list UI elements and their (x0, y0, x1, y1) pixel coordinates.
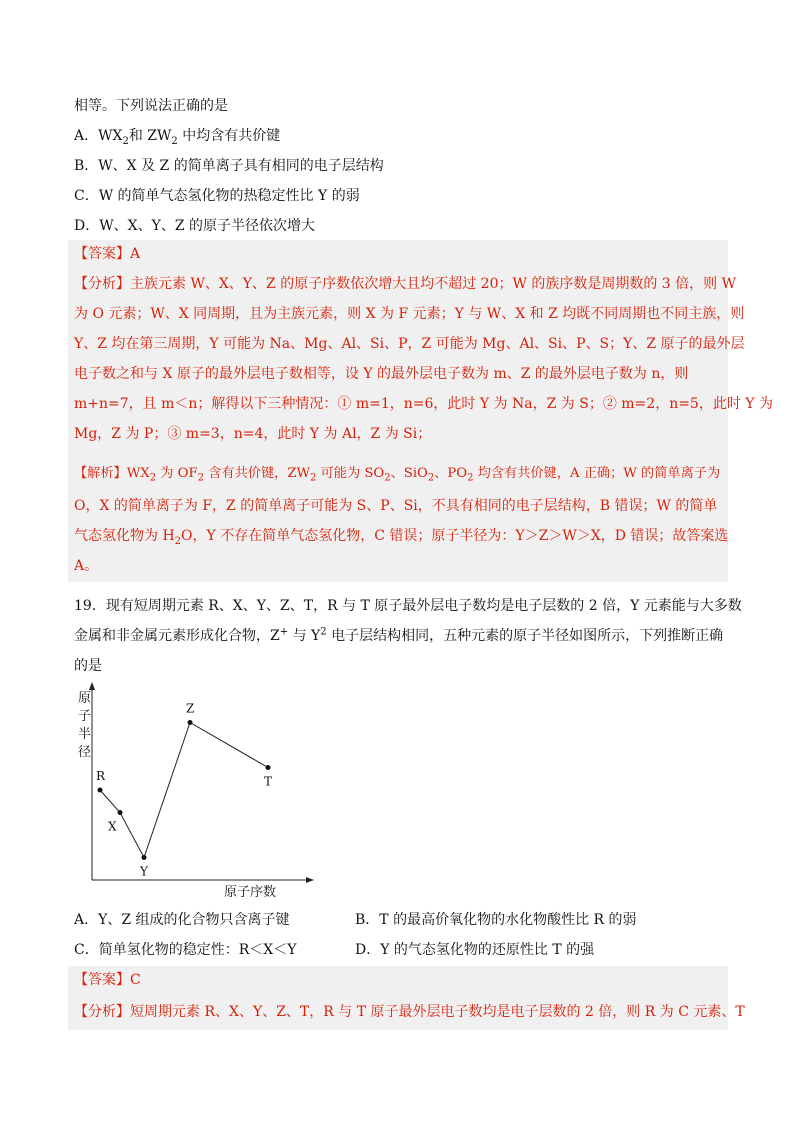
q18-analysis-line-3: Y、Z 均在第三周期，Y 可能为 Na、Mg、Al、Si、P，Z 可能为 Mg、Al、Si、P、S；Y、Z 原子的最外层 (74, 336, 745, 352)
point-label-Z: Z (186, 701, 195, 716)
series-points (96, 702, 272, 879)
x-axis-arrow (306, 877, 314, 883)
y-axis-label-2: 子 (78, 709, 92, 724)
q18-analysis-line-2: 为 O 元素；W、X 同周期，且为主族元素，则 X 为 F 元素；Y 与 W、X 和 Z 均既不同周期也不同主族，则 (74, 306, 745, 322)
point-label-R: R (96, 769, 106, 783)
point-label-T: T (264, 774, 273, 789)
q19-option-d: D．Y 的气态氢化物的还原性比 T 的强 (355, 942, 595, 958)
q19-stem-line-1: 19．现有短周期元素 R、X、Y、Z、T，R 与 T 原子最外层电子数均是电子层数的 2 倍，Y 元素能与大多数 (74, 598, 742, 614)
q18-analysis-line-6: Mg，Z 为 P；③ m=3，n=4，此时 Y 为 Al，Z 为 Si； (74, 426, 432, 442)
point-X (118, 810, 123, 815)
point-Y (142, 855, 147, 860)
q19-analysis-line-1: 【分析】短周期元素 R、X、Y、Z、T，R 与 T 原子最外层电子数均是电子层数的 2 倍，则 R 为 C 元素、T (74, 1004, 745, 1020)
q18-option-a: A．$WX_2$和 $ZW_2$ 中均含有共价键 (74, 128, 281, 147)
point-R (98, 788, 103, 793)
y-axis-label-1: 原 (78, 691, 92, 706)
q18-analysis-line-4: 电子数之和与 X 原子的最外层电子数相等，设 Y 的最外层电子数为 m、Z 的最外层电子数为 n，则 (74, 366, 689, 382)
y-axis-label-4: 径 (78, 745, 92, 760)
q19-stem-line-2: 金属和非金属元素形成化合物，Z+ 与 $Y^2$ 电子层结构相同，五种元素的原子半径如图所示，下列推断正确 (74, 626, 724, 644)
q18-option-b: B．W、X 及 Z 的简单离子具有相同的电子层结构 (74, 158, 384, 174)
point-label-X: X (108, 819, 117, 834)
q18-explain-line-1: 【解析】$WX_2$ 为 $OF_2$ 含有共价键，$ZW_2$ 可能为 $SO_2$、SiO$_2$、$PO_2$ 均含有共价键，A 正确；W 的简单离子为 (74, 466, 721, 484)
point-T (266, 765, 271, 770)
point-Z (188, 720, 193, 725)
atomic-radius-chart (70, 680, 330, 900)
q18-option-d: D．W、X、Y、Z 的原子半径依次增大 (74, 218, 316, 234)
series-line (100, 723, 268, 858)
q18-option-c: C．W 的简单气态氢化物的热稳定性比 Y 的弱 (74, 188, 360, 204)
x-axis-label: 原子序数 (224, 885, 277, 900)
point-label-Y: Y (140, 864, 148, 879)
q19-option-a: A．Y、Z 组成的化合物只含离子键 (74, 912, 290, 928)
y-axis-label-3: 半 (78, 727, 92, 742)
q18-explain-line-3: 气态氢化物为 $H_2O$，Y 不存在简单气态氢化物，C 错误；原子半径为：Y＞Z＞W＞X，D 错误；故答案选 (74, 528, 729, 547)
q18-explain-line-4: A。 (74, 558, 99, 574)
q19-option-c: C．简单氢化物的稳定性：R＜X＜Y (74, 942, 297, 958)
y-axis-arrow (89, 682, 95, 690)
q18-analysis-line-1: 【分析】主族元素 W、X、Y、Z 的原子序数依次增大且均不超过 20；W 的族序数是周期数的 3 倍，则 W (74, 276, 736, 292)
q18-analysis-line-5: m+n=7，且 m＜n；解得以下三种情况：① m=1，n=6，此时 Y 为 Na，Z 为 S；② m=2，n=5，此时 Y 为 (74, 396, 773, 412)
q19-stem-line-3: 的是 (74, 658, 102, 674)
q18-explain-line-2: O，X 的简单离子为 F，Z 的简单离子可能为 S、P、Si，不具有相同的电子层结构，B 错误；W 的简单 (74, 498, 718, 514)
q19-option-b: B．T 的最高价氧化物的水化物酸性比 R 的弱 (355, 912, 637, 928)
q18-stem-tail: 相等。下列说法正确的是 (74, 98, 228, 114)
q19-answer: 【答案】C (74, 972, 141, 988)
q18-answer: 【答案】A (74, 246, 141, 262)
